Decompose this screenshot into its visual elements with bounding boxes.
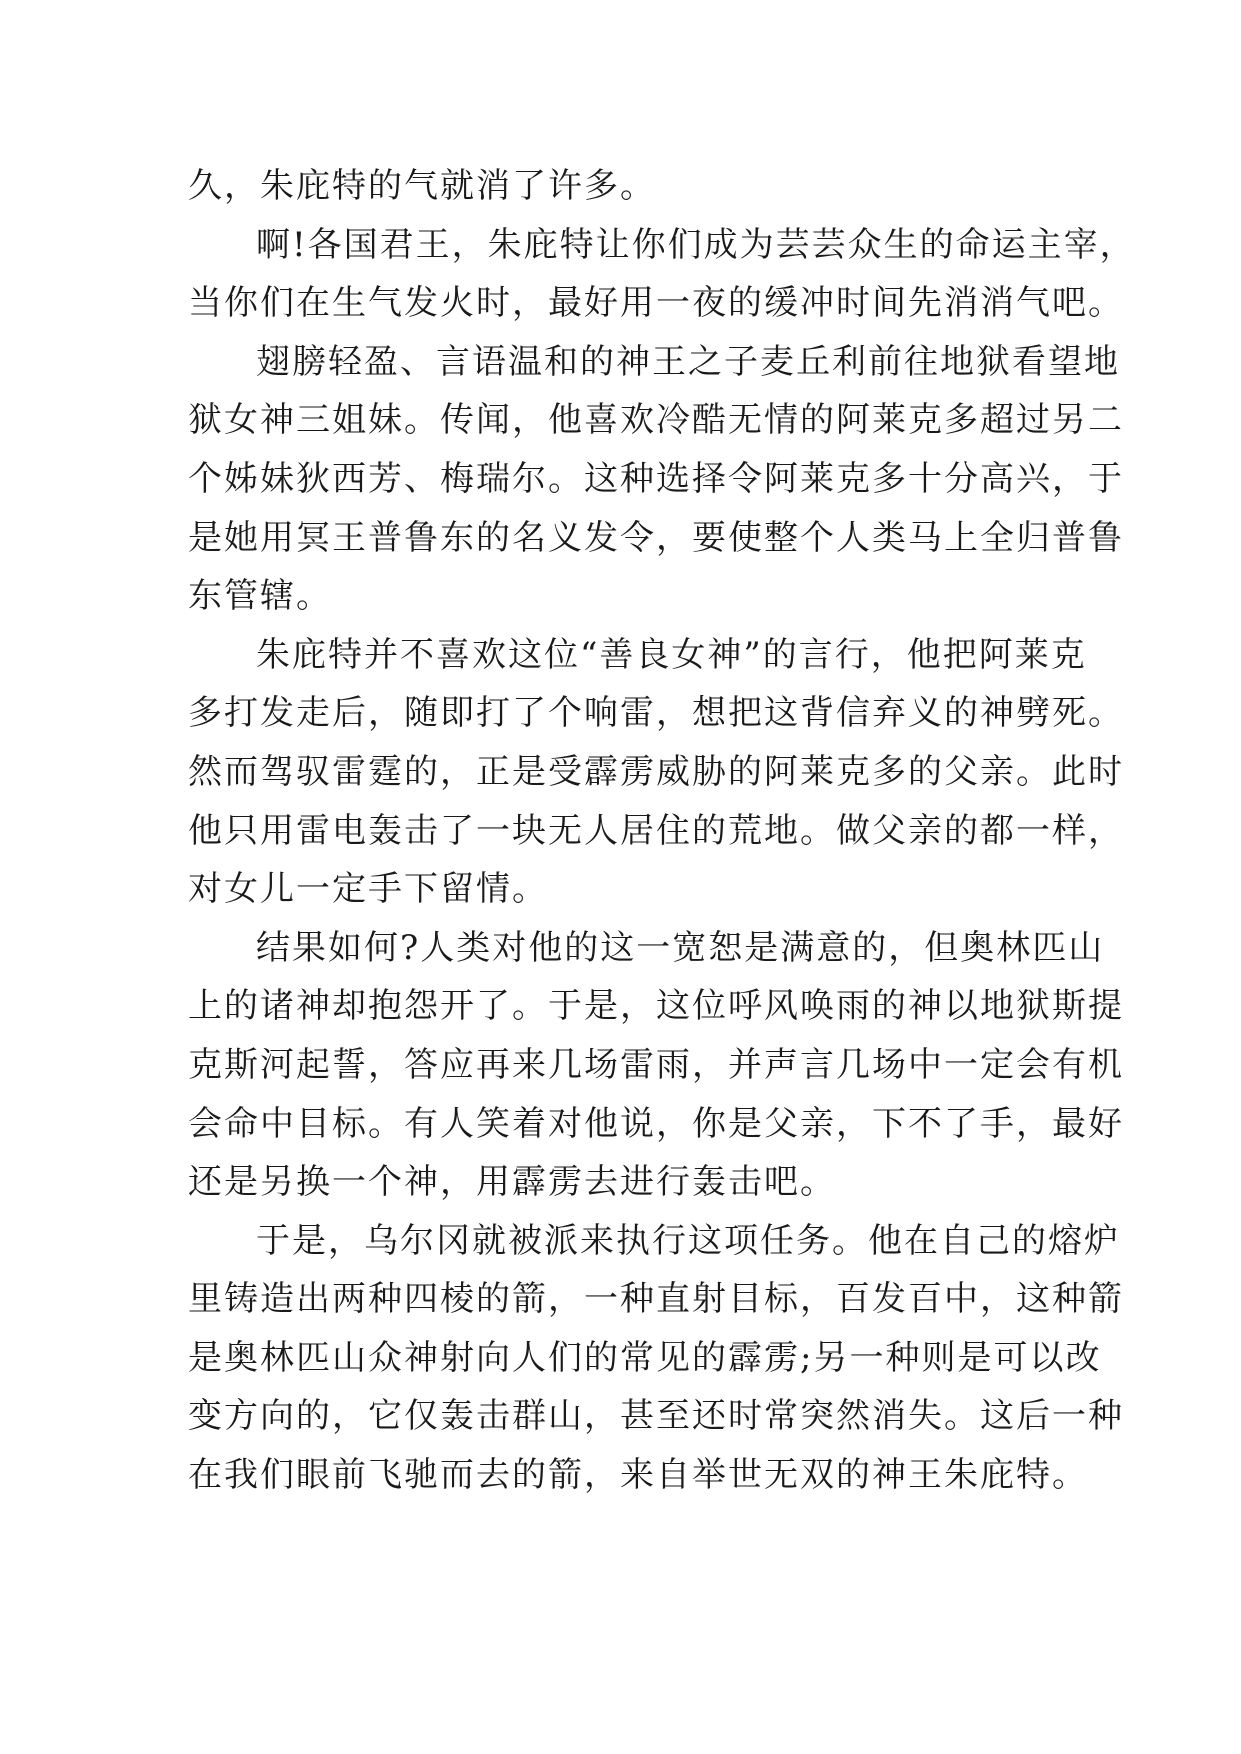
text-line: 还是另换一个神，用霹雳去进行轰击吧。 <box>188 1162 836 1203</box>
text-line: 是奥林匹山众神射向人们的常见的霹雳;另一种则是可以改 <box>188 1337 1102 1378</box>
text-line: 结果如何?人类对他的这一宽恕是满意的，但奥林匹山 <box>256 927 1105 968</box>
text-line: 狱女神三姐妹。传闻，他喜欢冷酷无情的阿莱克多超过另二 <box>188 400 1124 441</box>
text-line: 多打发走后，随即打了个响雷，想把这背信弃义的神劈死。 <box>188 693 1124 734</box>
text-line: 上的诸神却抱怨开了。于是，这位呼风唤雨的神以地狱斯提 <box>188 986 1124 1027</box>
body-text <box>188 157 1136 1505</box>
text-line: 然而驾驭雷霆的，正是受霹雳威胁的阿莱克多的父亲。此时 <box>188 751 1124 792</box>
text-line: 对女儿一定手下留情。 <box>188 869 548 910</box>
text-line: 克斯河起誓，答应再来几场雷雨，并声言几场中一定会有机 <box>188 1044 1124 1085</box>
text-line: 是她用冥王普鲁东的名义发令，要使整个人类马上全归普鲁 <box>188 517 1124 558</box>
text-line: 会命中目标。有人笑着对他说，你是父亲，下不了手，最好 <box>188 1103 1124 1144</box>
text-line: 里铸造出两种四棱的箭，一种直射目标，百发百中，这种箭 <box>188 1279 1124 1320</box>
text-line: 久，朱庇特的气就消了许多。 <box>188 166 656 206</box>
text-line: 当你们在生气发火时，最好用一夜的缓冲时间先消消气吧。 <box>188 283 1124 324</box>
text-line: 个姊妹狄西芳、梅瑞尔。这种选择令阿莱克多十分高兴，于 <box>188 458 1124 499</box>
text-line: 在我们眼前飞驰而去的箭，来自举世无双的神王朱庇特。 <box>188 1455 1088 1496</box>
text-line: 东管辖。 <box>188 576 332 617</box>
text-line: 他只用雷电轰击了一块无人居住的荒地。做父亲的都一样， <box>188 810 1124 851</box>
text-line: 于是，乌尔冈就被派来执行这项任务。他在自己的熔炉 <box>256 1220 1120 1261</box>
text-line: 朱庇特并不喜欢这位“善良女神”的言行，他把阿莱克 <box>256 634 1087 675</box>
text-line: 啊!各国君王，朱庇特让你们成为芸芸众生的命运主宰， <box>256 224 1136 265</box>
text-line: 变方向的，它仅轰击群山，甚至还时常突然消失。这后一种 <box>188 1396 1124 1437</box>
text-line: 翅膀轻盈、言语温和的神王之子麦丘利前往地狱看望地 <box>256 341 1120 382</box>
